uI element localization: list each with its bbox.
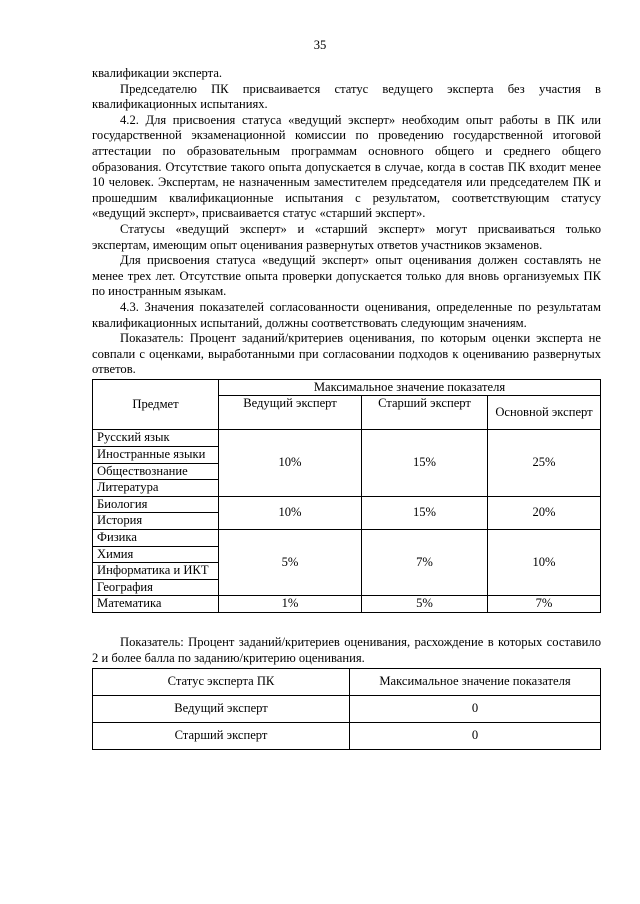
main-value-cell: 25%: [488, 430, 601, 496]
subject-cell: Химия: [93, 546, 219, 563]
status-cell: Ведущий эксперт: [93, 696, 350, 723]
subject-cell: География: [93, 579, 219, 596]
header-max-value: Максимальное значение показателя: [350, 669, 601, 696]
main-value-cell: 10%: [488, 530, 601, 596]
paragraph-2: Председателю ПК присваивается статус ведущего эксперта без участия в квалификационных испытаниях.: [92, 81, 601, 112]
subject-cell: Физика: [93, 530, 219, 547]
senior-value-cell: 15%: [362, 430, 488, 496]
status-cell: Старший эксперт: [93, 723, 350, 750]
paragraph-6: 4.3. Значения показателей согласованности оценивания, определенные по результатам квалификационных испытаний, должны соответствовать следующим значениям.: [92, 299, 601, 330]
value-cell: 0: [350, 723, 601, 750]
subject-cell: Информатика и ИКТ: [93, 563, 219, 580]
main-value-cell: 20%: [488, 496, 601, 529]
page-content: [92, 66, 601, 750]
paragraph-3: 4.2. Для присвоения статуса «ведущий эксперт» необходим опыт работы в ПК или государственной экзаменационной комиссии по проведению государственной итоговой аттестации по образовательным программам основного общего и среднего общего образования. Отсутствие такого опыта допускается в случае, когда в состав ПК входит менее 10 человек. Экспертам, не назначенным заместителем председателя или председателем ПК и прошедшим квалификационные испытания с результатом, соответствующим статусу «ведущий эксперт», присваивается статус «старший эксперт».: [92, 112, 601, 221]
lead-value-cell: 1%: [219, 596, 362, 613]
subject-cell: Обществознание: [93, 463, 219, 480]
subject-cell: Математика: [93, 596, 219, 613]
subject-cell: История: [93, 513, 219, 530]
paragraph-8: Показатель: Процент заданий/критериев оценивания, расхождение в которых составило 2 и более балла по заданию/критерию оценивания.: [92, 635, 601, 665]
lead-value-cell: 10%: [219, 430, 362, 496]
paragraph-5: Для присвоения статуса «ведущий эксперт» опыт оценивания должен составлять не менее трех лет. Отсутствие опыта проверки допускается только для вновь организуемых ПК по иностранным языкам.: [92, 253, 601, 299]
header-main-expert: Основной эксперт: [488, 396, 601, 430]
discrepancy-table: [92, 668, 601, 750]
subject-cell: Иностранные языки: [93, 447, 219, 464]
senior-value-cell: 7%: [362, 530, 488, 596]
lead-value-cell: 10%: [219, 496, 362, 529]
senior-value-cell: 5%: [362, 596, 488, 613]
paragraph-7: Показатель: Процент заданий/критериев оценивания, по которым оценки эксперта не совпали с оценками, выработанными при согласовании подходов к оцениванию развернутых ответов.: [92, 331, 601, 377]
paragraph-4: Статусы «ведущий эксперт» и «старший эксперт» могут присваиваться только экспертам, имеющим опыт оценивания развернутых ответов участников экзаменов.: [92, 221, 601, 252]
subject-cell: Русский язык: [93, 430, 219, 447]
subject-cell: Литература: [93, 480, 219, 497]
header-status: Статус эксперта ПК: [93, 669, 350, 696]
main-value-cell: 7%: [488, 596, 601, 613]
senior-value-cell: 15%: [362, 496, 488, 529]
header-max-value: Максимальное значение показателя: [219, 379, 601, 396]
header-lead-expert: Ведущий эксперт: [219, 396, 362, 430]
subject-cell: Биология: [93, 496, 219, 513]
thresholds-table: [92, 379, 601, 613]
lead-value-cell: 5%: [219, 530, 362, 596]
header-senior-expert: Старший эксперт: [362, 396, 488, 430]
header-subject: Предмет: [93, 379, 219, 430]
page-number: 35: [313, 38, 327, 52]
paragraph-1: квалификации эксперта.: [92, 66, 223, 80]
value-cell: 0: [350, 696, 601, 723]
